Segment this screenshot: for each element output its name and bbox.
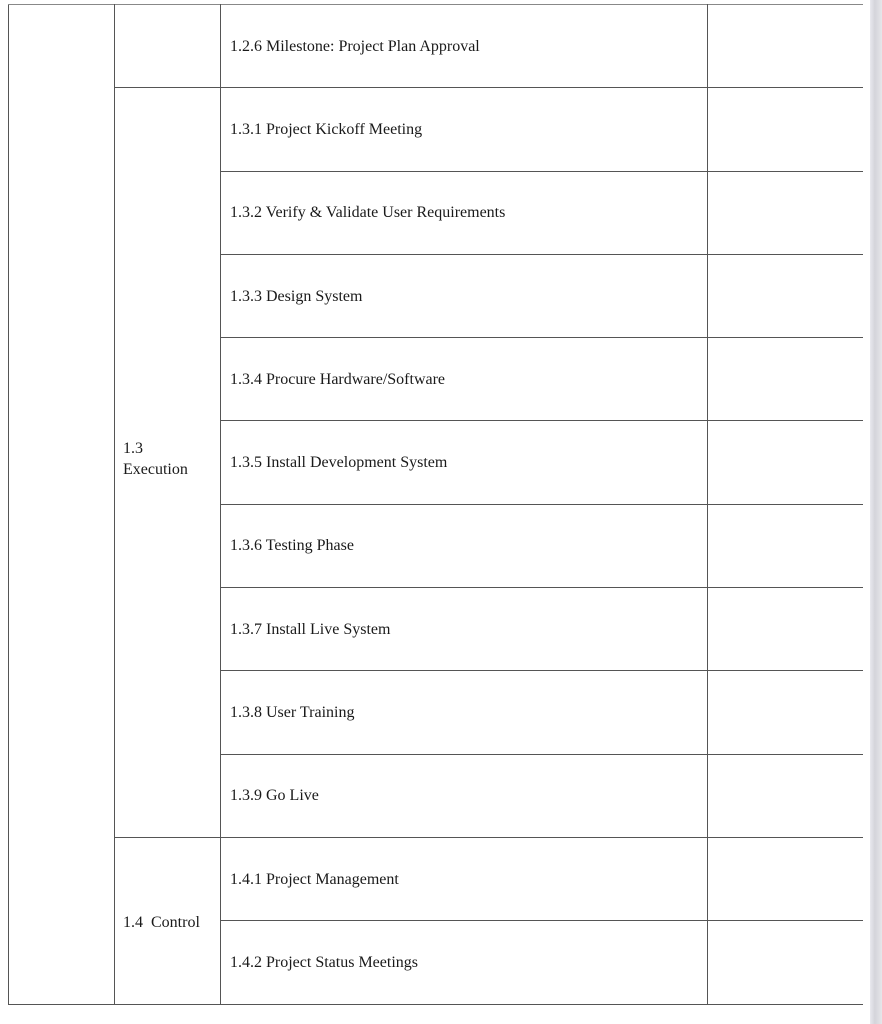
task-cell: 1.3.1 Project Kickoff Meeting xyxy=(221,88,708,171)
notes-cell xyxy=(708,837,863,920)
task-cell: 1.3.6 Testing Phase xyxy=(221,504,708,587)
phase-cell-empty xyxy=(115,5,221,88)
notes-cell xyxy=(708,171,863,254)
task-cell: 1.2.6 Milestone: Project Plan Approval xyxy=(221,5,708,88)
notes-cell xyxy=(708,421,863,504)
task-cell: 1.3.8 User Training xyxy=(221,671,708,754)
level-1-cell xyxy=(9,5,115,1005)
notes-cell xyxy=(708,254,863,337)
notes-cell xyxy=(708,5,863,88)
phase-cell-execution xyxy=(115,88,221,838)
notes-cell xyxy=(708,338,863,421)
task-cell: 1.4.2 Project Status Meetings xyxy=(221,921,708,1004)
phase-label: 1.4 Control xyxy=(123,914,200,932)
notes-cell xyxy=(708,671,863,754)
notes-cell xyxy=(708,754,863,837)
phase-cell-control xyxy=(115,837,221,1004)
notes-cell xyxy=(708,588,863,671)
task-cell: 1.3.7 Install Live System xyxy=(221,588,708,671)
phase-name: Execution xyxy=(123,460,188,478)
table-row xyxy=(9,88,863,171)
notes-cell xyxy=(708,504,863,587)
page-edge-shadow xyxy=(870,0,882,1024)
phase-number: 1.3 xyxy=(123,439,143,457)
wbs-table xyxy=(8,4,863,1005)
task-cell: 1.4.1 Project Management xyxy=(221,837,708,920)
task-cell: 1.3.5 Install Development System xyxy=(221,421,708,504)
table-row xyxy=(9,5,863,88)
notes-cell xyxy=(708,921,863,1004)
table-row xyxy=(9,837,863,920)
task-cell: 1.3.4 Procure Hardware/Software xyxy=(221,338,708,421)
task-cell: 1.3.2 Verify & Validate User Requirements xyxy=(221,171,708,254)
task-cell: 1.3.9 Go Live xyxy=(221,754,708,837)
task-cell: 1.3.3 Design System xyxy=(221,254,708,337)
notes-cell xyxy=(708,88,863,171)
